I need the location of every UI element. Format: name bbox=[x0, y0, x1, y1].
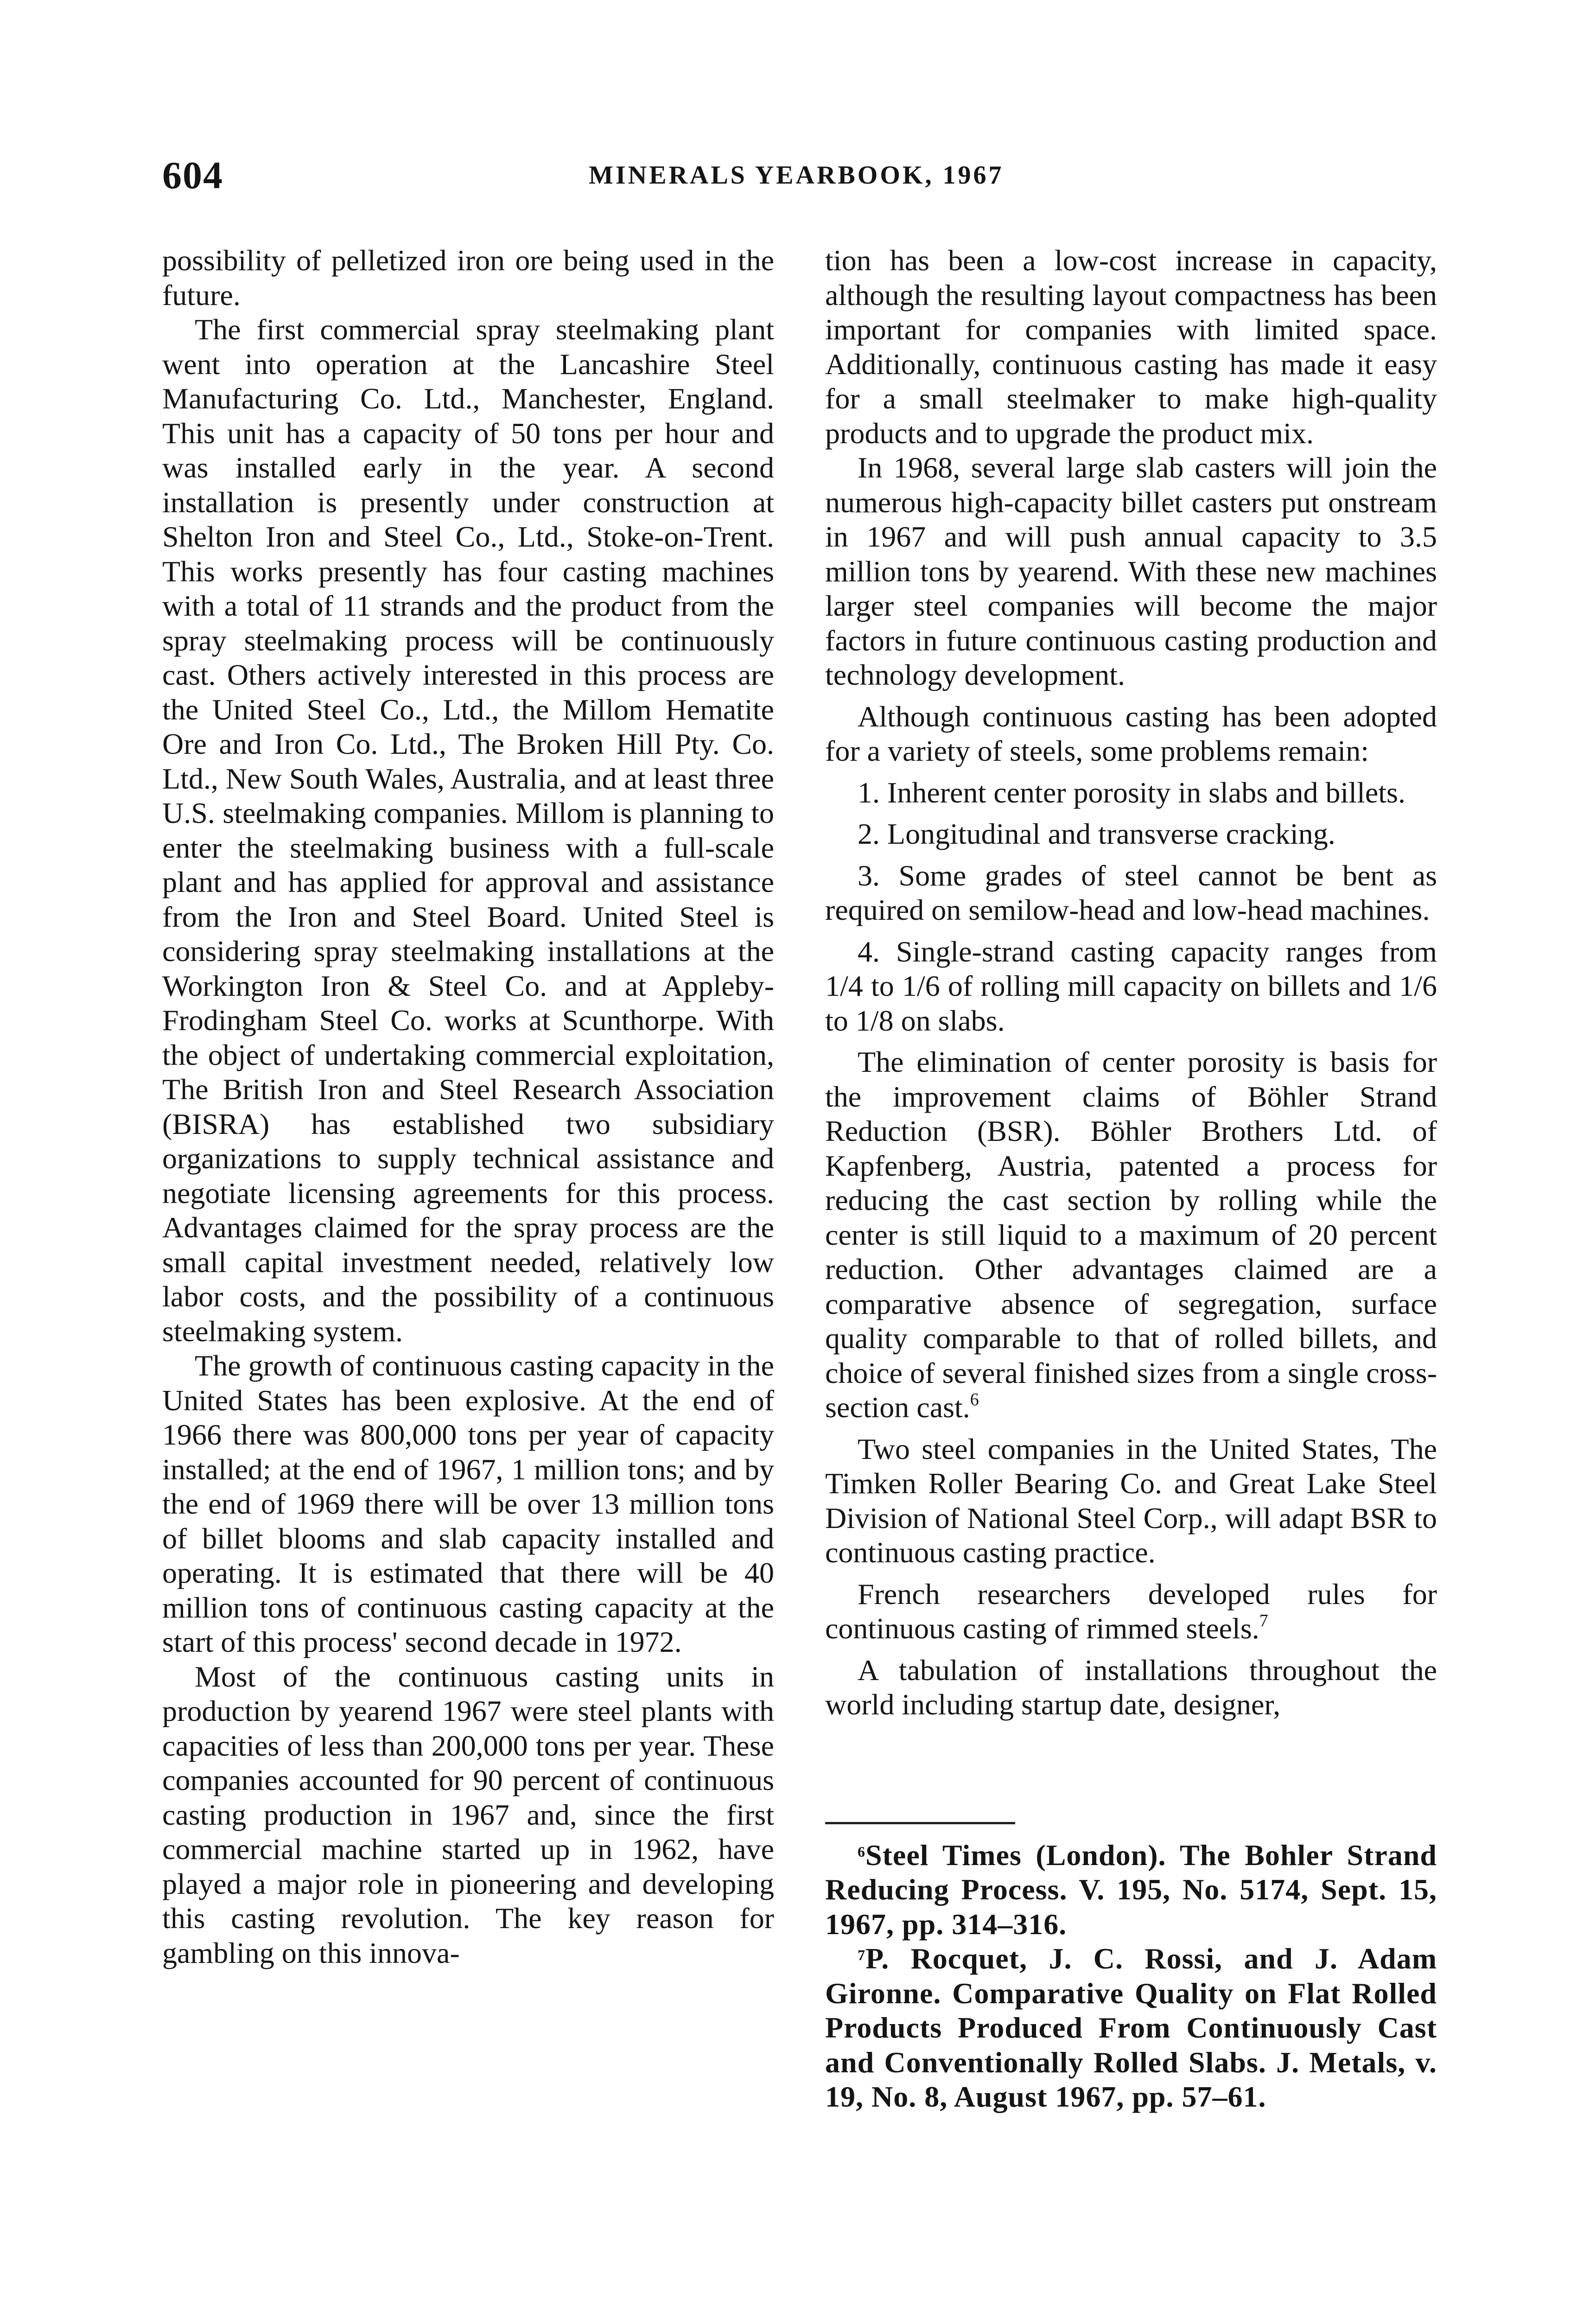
footnotes bbox=[825, 1838, 1437, 2114]
paragraph: The growth of continuous casting capacity in the United States has been explosive. At the end of 1966 there was 800,000 tons per year of capacity installed; at the end of 1967, 1 million tons; and by the end of 1969 there will be over 13 million tons of billet blooms and slab capacity installed and operating. It is estimated that there will be 40 million tons of continuous casting capacity at the start of this process' second decade in 1972. bbox=[162, 1349, 774, 1658]
list-item: 4. Single-strand casting capacity ranges from 1/4 to 1/6 of rolling mill capacity on billets and 1/6 to 1/8 on slabs. bbox=[825, 935, 1437, 1037]
footnote-mark: 7 bbox=[858, 1947, 865, 1963]
running-title: MINERALS YEARBOOK, 1967 bbox=[589, 161, 1004, 190]
paragraph: Most of the continuous casting units in production by yearend 1967 were steel plants with capacities of less than 200,000 tons per year. These companies accounted for 90 percent of continuous casting production in 1967 and, since the first commercial machine started up in 1962, have played a major role in pioneering and developing this casting revolution. The key reason for gambling on this innova- bbox=[162, 1660, 774, 1969]
paragraph: The first commercial spray steelmaking plant went into operation at the Lancashire Steel Manufacturing Co. Ltd., Manchester, England. This unit has a capacity of 50 tons per hour and was installed early in the year. A second installation is presently under construction at Shelton Iron and Steel Co., Ltd., Stoke-on-Trent. This works presently has four casting machines with a total of 11 strands and the product from the spray steelmaking process will be continuously cast. Others actively interested in this process are the United Steel Co., Ltd., the Millom Hematite Ore and Iron Co. Ltd., The Broken Hill Pty. Co. Ltd., New South Wales, Australia, and at least three U.S. steelmaking companies. Millom is planning to enter the steelmaking business with a full-scale plant and has applied for approval and assistance from the Iron and Steel Board. United Steel is considering spray steelmaking installations at the Workington Iron & Steel Co. and at Appleby-Frodingham Steel Co. works at Scunthorpe. With the object of undertaking commercial exploitation, The British Iron and Steel Research Association (BISRA) has established two subsidiary organizations to supply technical assistance and negotiate licensing agreements for this process. Advantages claimed for the spray process are the small capital investment needed, relatively low labor costs, and the possibility of a continuous steelmaking system. bbox=[162, 313, 774, 1348]
list-item: 3. Some grades of steel cannot be bent as required on semilow-head and low-head machines. bbox=[825, 859, 1437, 926]
paragraph bbox=[825, 1045, 1437, 1425]
paragraph: possibility of pelletized iron ore being used in the future. bbox=[162, 244, 774, 312]
footnote-text: Steel Times (London). The Bohler Strand Reducing Process. V. 195, No. 5174, Sept. 15, 1967, pp. 314–316. bbox=[825, 1838, 1437, 1941]
list-item: 2. Longitudinal and transverse cracking. bbox=[858, 817, 1335, 850]
paragraph: Although continuous casting has been adopted for a variety of steels, some problems remain: bbox=[825, 700, 1437, 767]
page-header bbox=[162, 153, 1437, 199]
footnote-text: P. Rocquet, J. C. Rossi, and J. Adam Gironne. Comparative Quality on Flat Rolled Products Produced From Continuously Cast and Conventionally Rolled Slabs. J. Metals, v. 19, No. 8, August 1967, pp. 57–61. bbox=[825, 1942, 1437, 2113]
footnote-ref: 6 bbox=[970, 1390, 979, 1409]
paragraph bbox=[825, 1577, 1437, 1646]
left-column bbox=[162, 243, 774, 1970]
footnote-mark: 6 bbox=[858, 1843, 865, 1860]
paragraph: A tabulation of installations throughout the world including startup date, designer, bbox=[825, 1653, 1437, 1721]
paragraph: Two steel companies in the United States, The Timken Roller Bearing Co. and Great Lake Steel Division of National Steel Corp., will adapt BSR to continuous casting practice. bbox=[825, 1432, 1437, 1569]
right-column bbox=[825, 243, 1437, 2114]
paragraph-text: The elimination of center porosity is basis for the improvement claims of Böhler Strand Reduction (BSR). Böhler Brothers Ltd. of Kapfenberg, Austria, patented a process for reducing the cast section by rolling while the center is still liquid to a maximum of 20 percent reduction. Other advantages claimed are a comparative absence of segregation, surface quality comparable to that of rolled billets, and choice of several finished sizes from a single cross-section cast. bbox=[825, 1045, 1437, 1424]
footnote-divider bbox=[825, 1822, 1015, 1824]
paragraph-text: French researchers developed rules for continuous casting of rimmed steels. bbox=[825, 1577, 1437, 1645]
paragraph: In 1968, several large slab casters will join the numerous high-capacity billet casters put onstream in 1967 and will push annual capacity to 3.5 million tons by yearend. With these new machines larger steel companies will become the major factors in future continuous casting production and technology development. bbox=[825, 451, 1437, 691]
paragraph: tion has been a low-cost increase in capacity, although the resulting layout compactness has been important for companies with limited space. Additionally, continuous casting has made it easy for a small steelmaker to make high-quality products and to upgrade the product mix. bbox=[825, 244, 1437, 450]
footnote bbox=[825, 1942, 1437, 2114]
footnote-ref: 7 bbox=[1259, 1611, 1268, 1630]
footnote bbox=[825, 1838, 1437, 1942]
list-item: 1. Inherent center porosity in slabs and billets. bbox=[858, 776, 1405, 809]
page-number: 604 bbox=[162, 154, 223, 197]
